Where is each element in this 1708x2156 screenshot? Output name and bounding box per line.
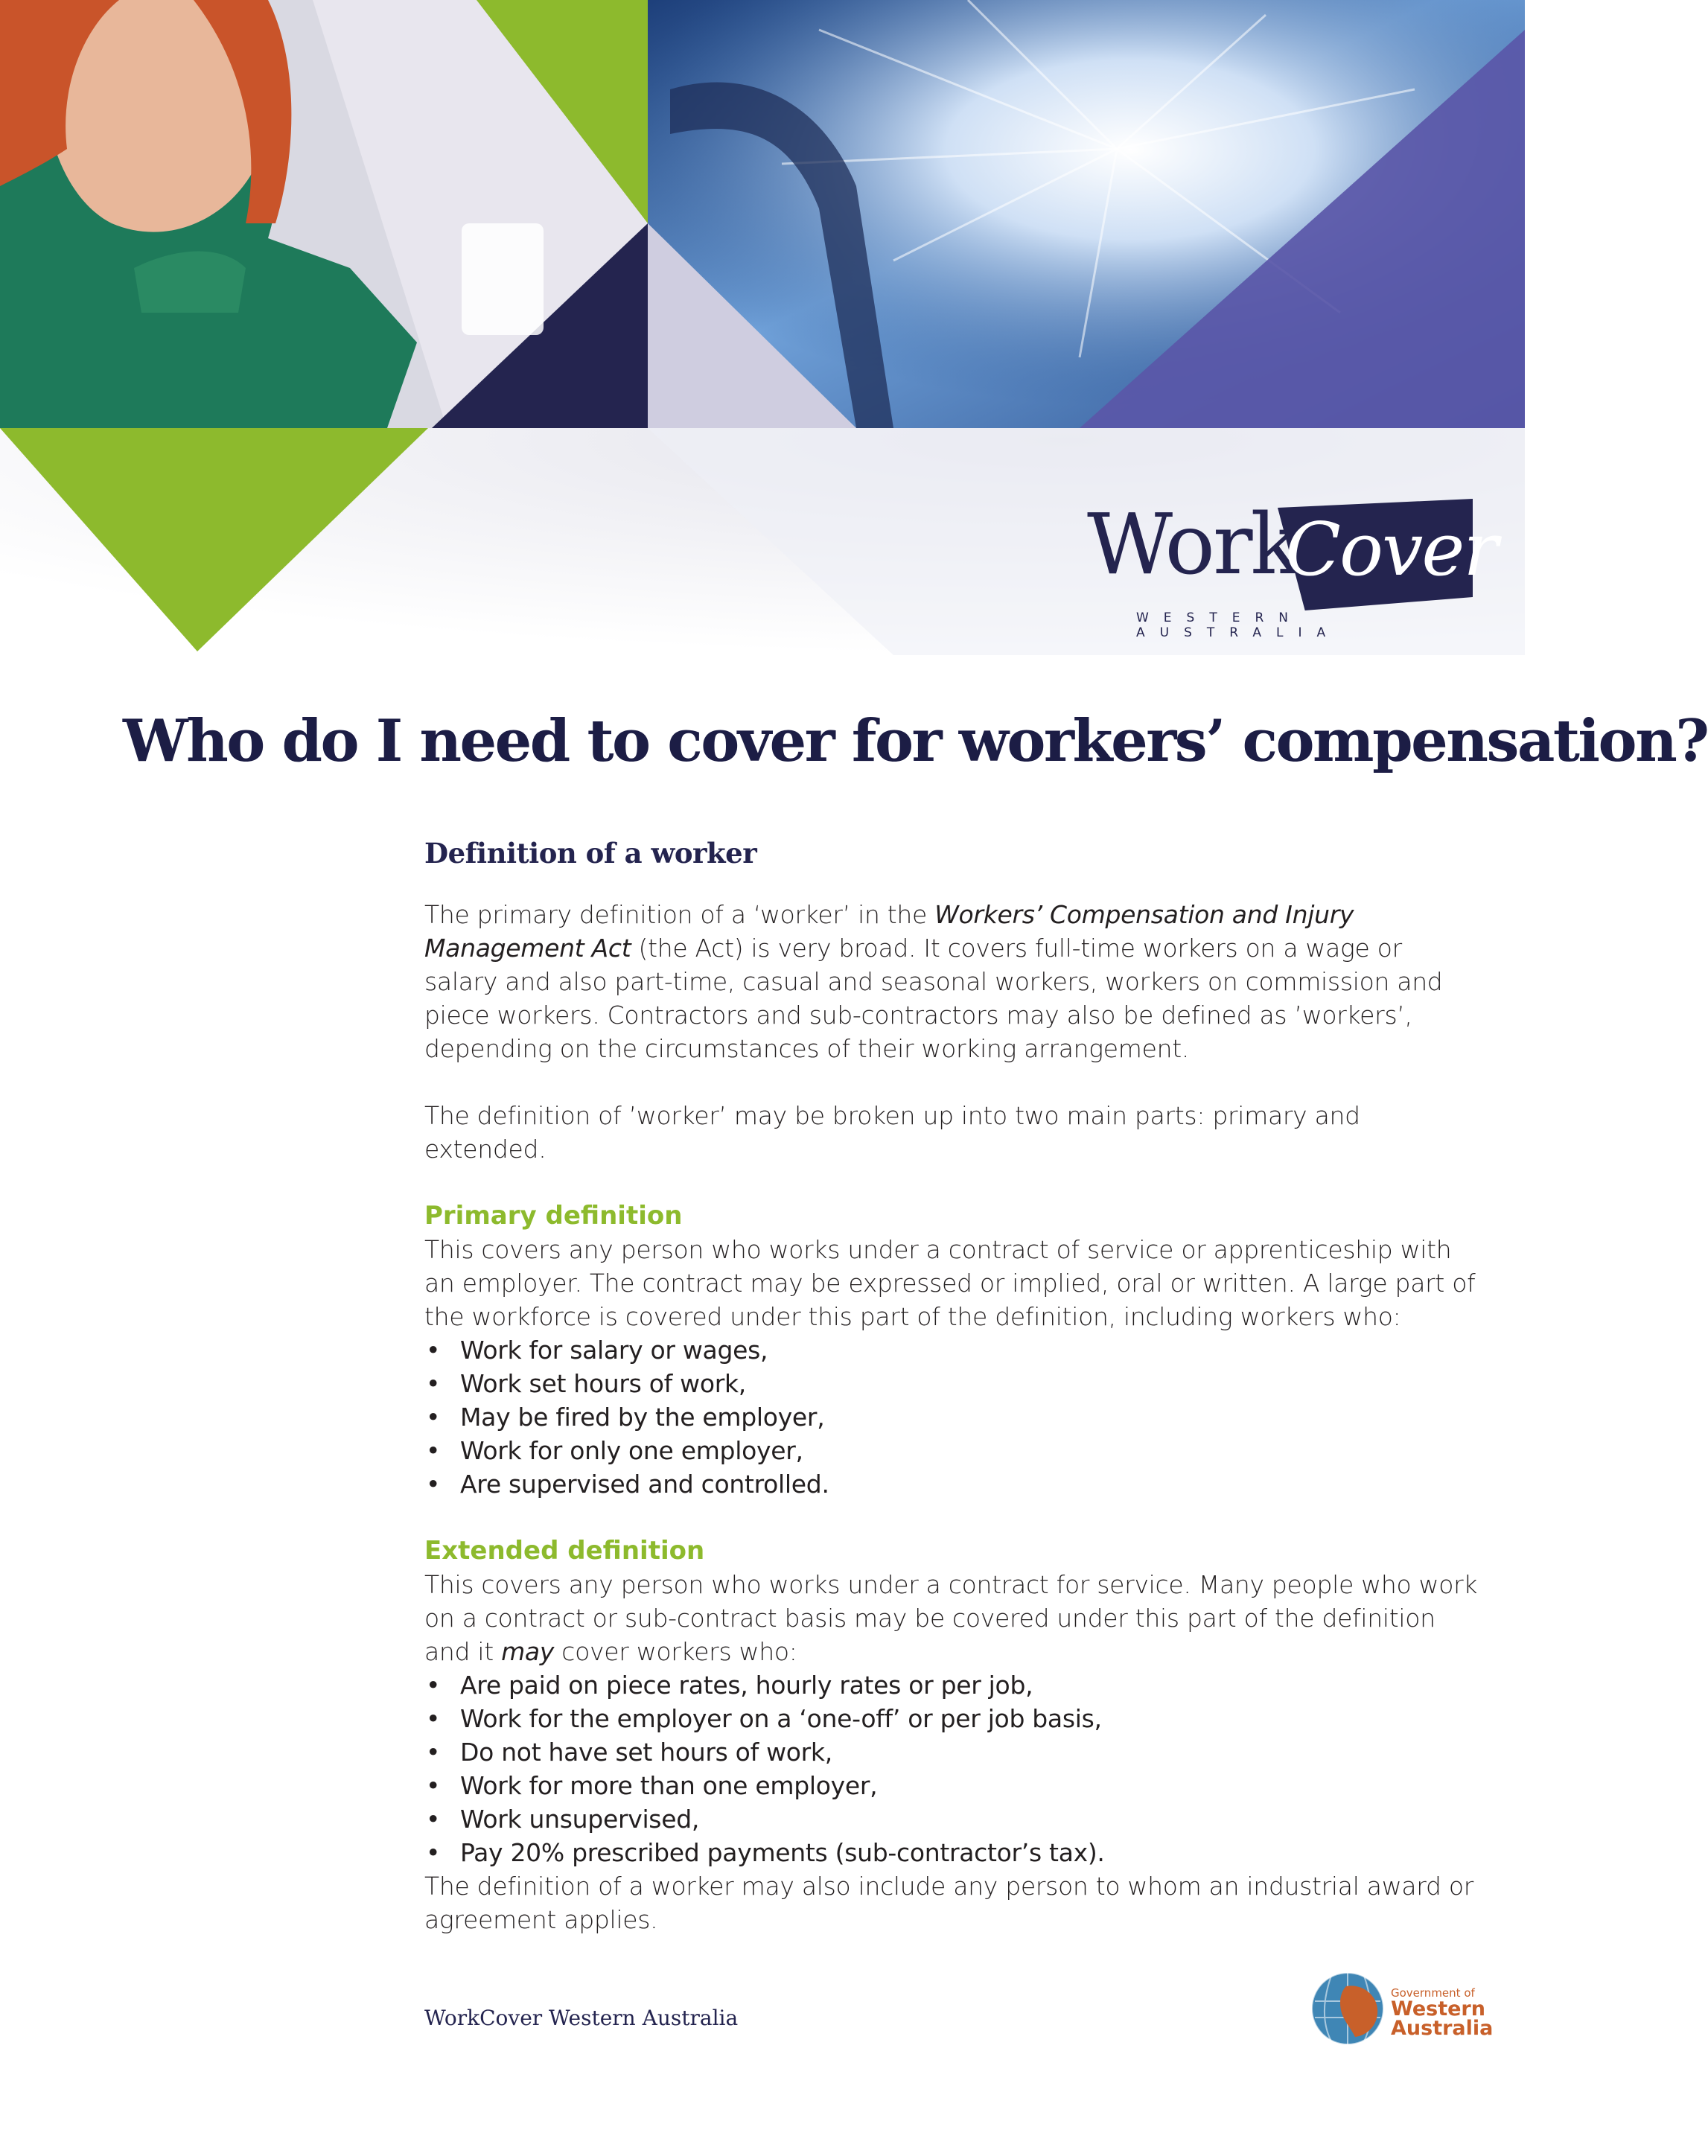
list-item: • Are supervised and controlled. [424,1467,1482,1501]
footer-org-name: WorkCover Western Australia [424,2006,739,2030]
primary-definition-text: This covers any person who works under a contract of service or apprenticeship with an employer. The contract may be expressed or implied, oral or written. A large part of the workforce is covered under this part of the definition, including workers who: [424,1235,1476,1331]
extended-definition-heading: Extended definition [424,1536,705,1566]
logo-cover-text: Cover [1285,508,1497,593]
government-of-western-australia-logo [1309,1964,1494,2053]
main-content [424,837,1482,1936]
gov-logo-line2: Western [1391,1997,1485,2021]
list-item: • Work for more than one employer, [424,1769,1482,1802]
intro-paragraph [424,898,1482,1065]
list-item: • Work for salary or wages, [424,1333,1482,1367]
list-item: • Work for the employer on a ‘one-off’ or per job basis, [424,1702,1482,1735]
parts-sentence: The definition of ’worker’ may be broken up into two main parts: primary and extended. [424,1101,1360,1164]
list-item: • Work unsupervised, [424,1802,1482,1836]
extended-definition-text [424,1568,1482,1668]
closing-paragraph: The definition of a worker may also include any person to whom an industrial award or agreement applies. [424,1872,1473,1934]
list-item: • Do not have set hours of work, [424,1735,1482,1769]
globe-icon [1309,1964,1391,2053]
list-item: • May be fired by the employer, [424,1400,1482,1434]
logo-region-text: WESTERN AUSTRALIA [1136,610,1341,640]
logo-work-text: Work [1087,497,1299,593]
extended-definition-list [424,1668,1482,1869]
gov-logo-line3: Australia [1391,2017,1494,2040]
gov-logo-line1: Government of [1391,1986,1475,2000]
section-heading: Definition of a worker [424,837,757,870]
primary-definition-list [424,1333,1482,1501]
page-title: Who do I need to cover for workers’ compensation? [123,707,1708,775]
gov-logo-line2-3 [1391,1997,1494,2040]
intro-text-post: (the Act) is very broad. It covers full-time workers on a wage or salary and also part-time, casual and seasonal workers, workers on commission and piece workers. Contractors and sub-contractors may also be defined as ’workers’, depending on the circumstances of their working arrangement. [424,934,1443,1063]
intro-text-pre: The primary definition of a ‘worker’ in the [424,900,935,929]
list-item: • Are paid on piece rates, hourly rates or per job, [424,1668,1482,1702]
extended-text-em: may [501,1637,555,1666]
extended-text-post: cover workers who: [554,1637,797,1666]
list-item: • Work set hours of work, [424,1367,1482,1400]
primary-definition-heading: Primary definition [424,1201,683,1231]
list-item: • Pay 20% prescribed payments (sub-contractor’s tax). [424,1836,1482,1869]
list-item: • Work for only one employer, [424,1434,1482,1467]
workcover-logo [1080,497,1497,640]
extended-text-pre: This covers any person who works under a contract for service. Many people who work on a contract or sub-contract basis may be covered under this part of the definition and it [424,1570,1478,1666]
act-name: Workers’ Compensation and Injury Management Act [424,900,1354,963]
